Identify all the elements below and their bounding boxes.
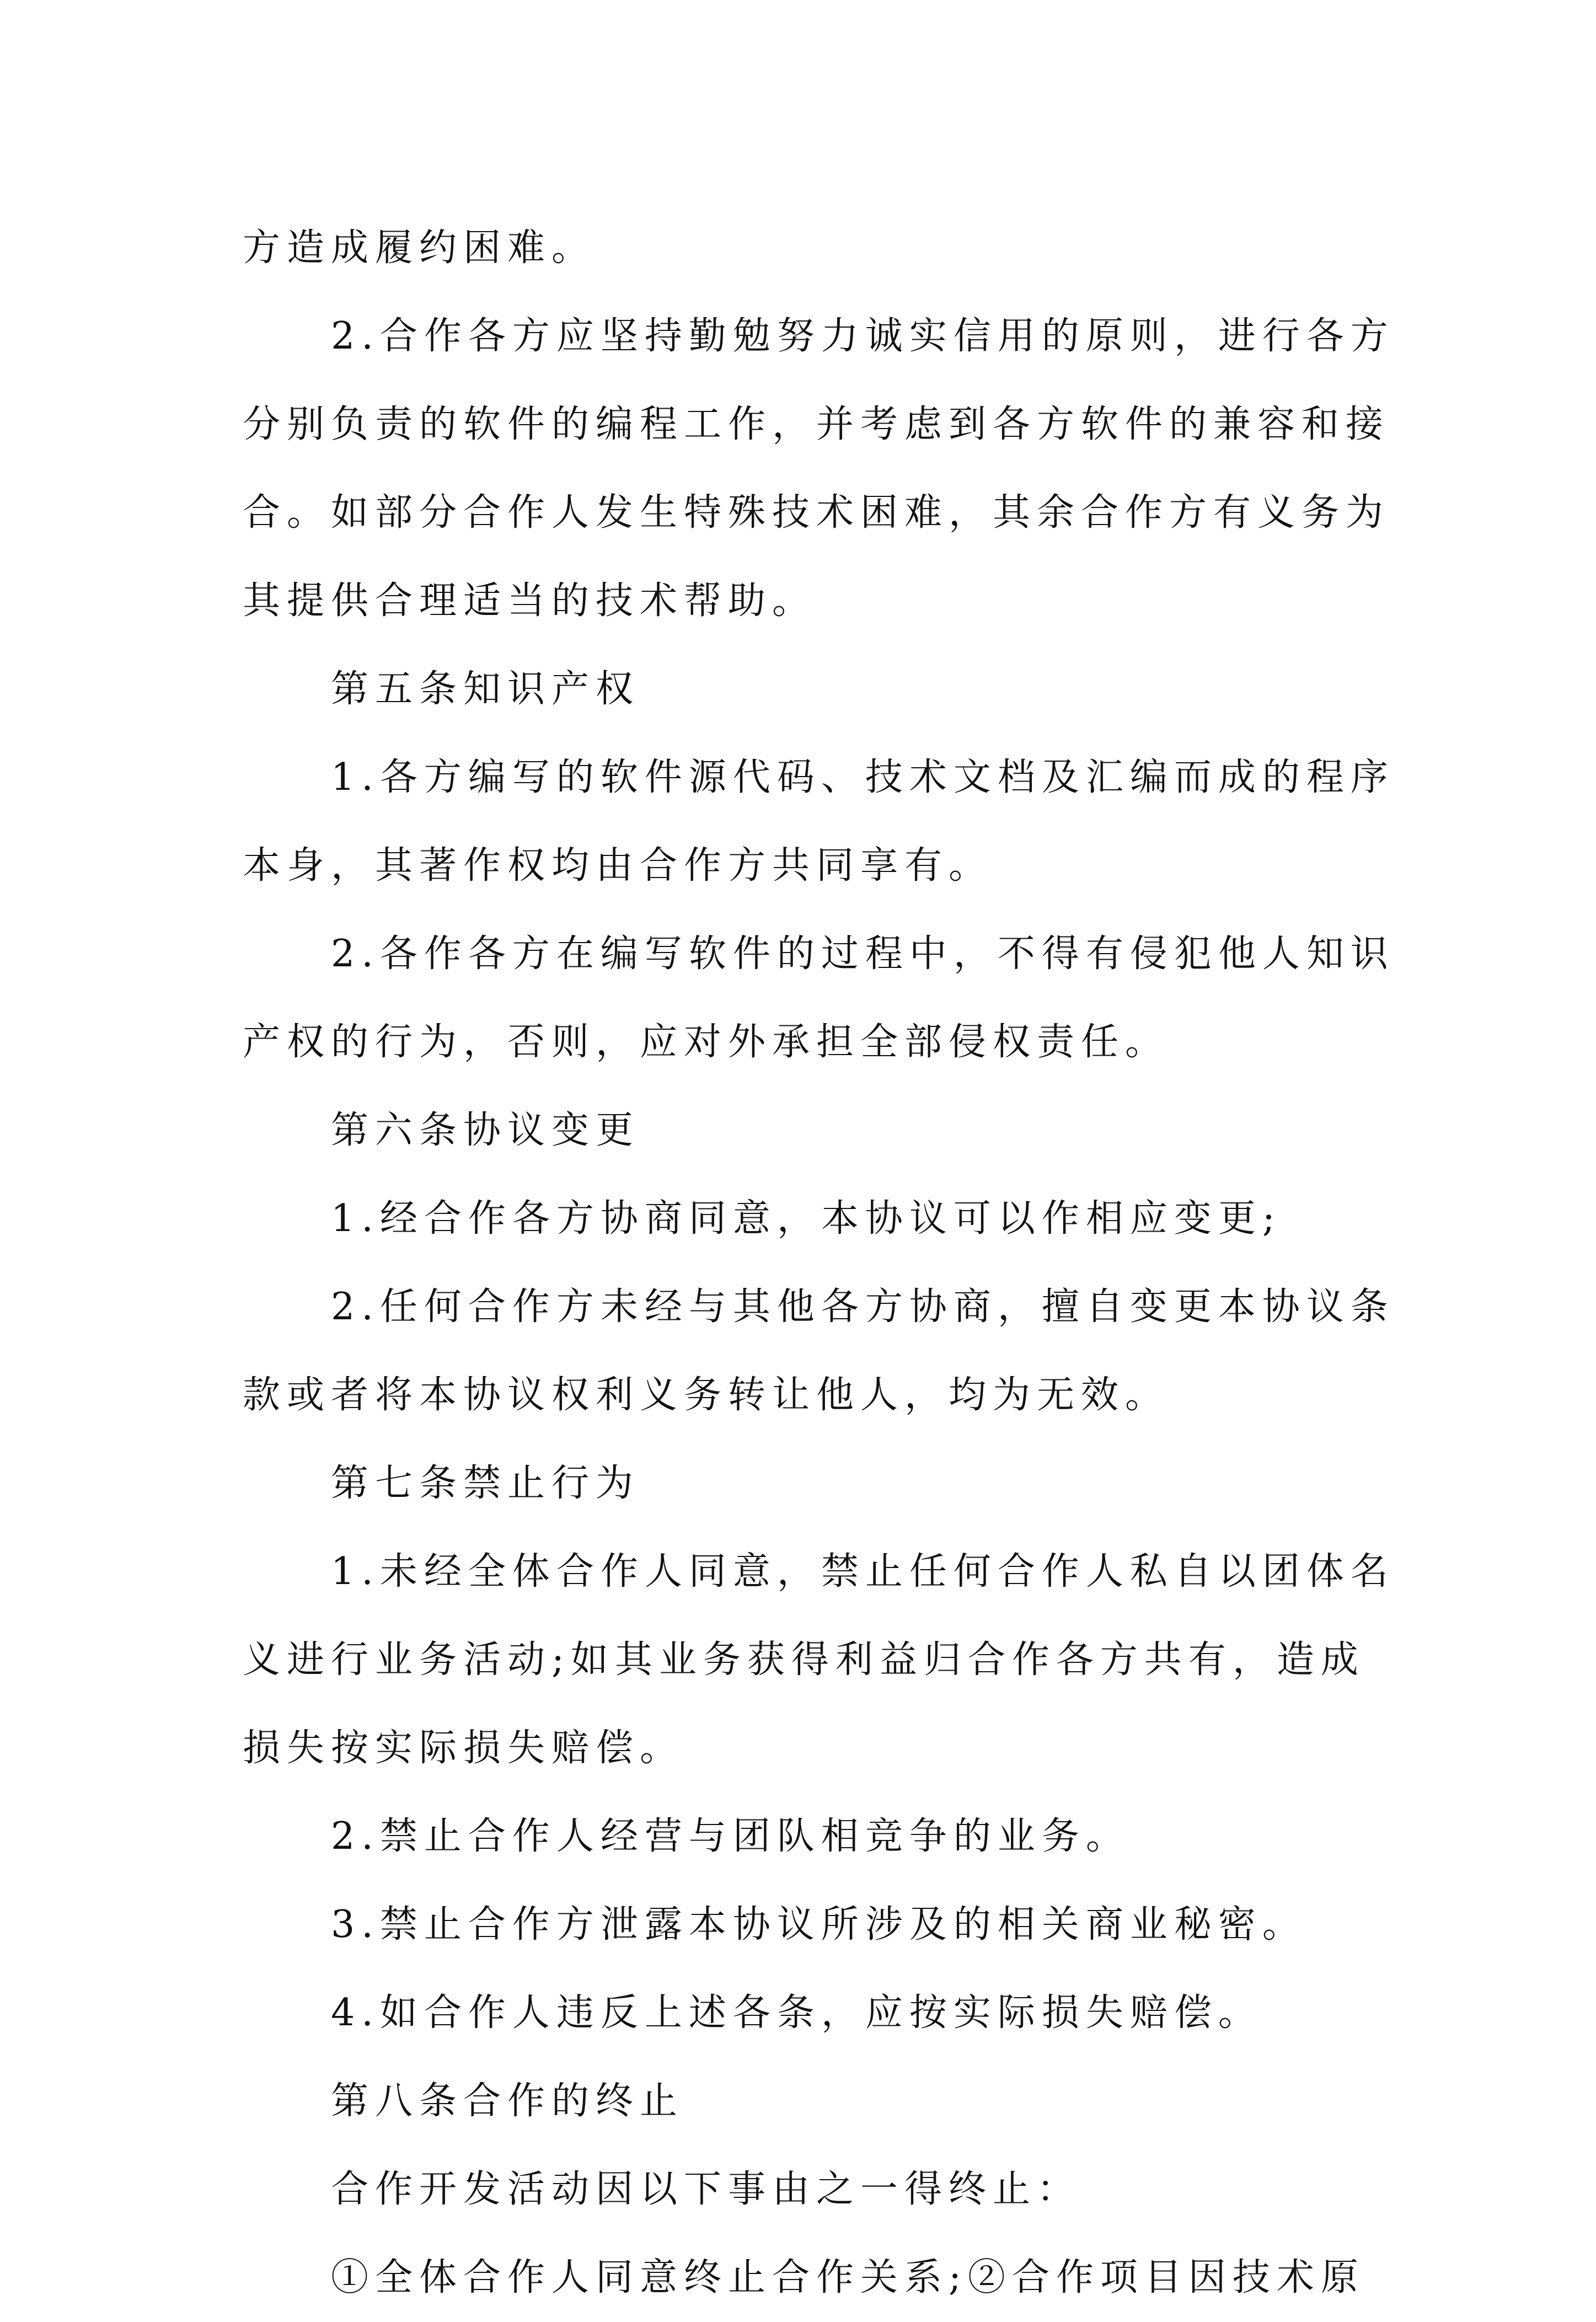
text-line: 2.合作各方应坚持勤勉努力诚实信用的原则，进行各方 bbox=[331, 314, 1395, 358]
text-line: 2.各作各方在编写软件的过程中，不得有侵犯他人知识 bbox=[331, 932, 1395, 976]
text-line: 4.如合作人违反上述各条，应按实际损失赔偿。 bbox=[331, 1991, 1262, 2035]
text-line: 2.禁止合作人经营与团队相竞争的业务。 bbox=[331, 1815, 1130, 1858]
text-line: 3.禁止合作方泄露本协议所涉及的相关商业秘密。 bbox=[331, 1903, 1306, 1946]
section-heading: 第六条协议变更 bbox=[331, 1109, 640, 1152]
text-line: 其提供合理适当的技术帮助。 bbox=[243, 579, 817, 623]
text-line: 款或者将本协议权利义务转让他人，均为无效。 bbox=[243, 1373, 1170, 1417]
text-line: ①全体合作人同意终止合作关系;②合作项目因技术原 bbox=[331, 2256, 1365, 2299]
text-line: 损失按实际损失赔偿。 bbox=[243, 1726, 684, 1770]
text-line: 本身，其著作权均由合作方共同享有。 bbox=[243, 844, 993, 887]
section-heading: 第五条知识产权 bbox=[331, 667, 640, 711]
section-heading: 第七条禁止行为 bbox=[331, 1462, 640, 1505]
text-line: 2.任何合作方未经与其他各方协商，擅自变更本协议条 bbox=[331, 1285, 1395, 1329]
section-heading: 第八条合作的终止 bbox=[331, 2079, 684, 2123]
text-line: 1.各方编写的软件源代码、技术文档及汇编而成的程序 bbox=[331, 756, 1395, 799]
document-body bbox=[243, 204, 1395, 2322]
text-line: 合作开发活动因以下事由之一得终止： bbox=[331, 2168, 1081, 2211]
text-line: 义进行业务活动;如其业务获得利益归合作各方共有，造成 bbox=[243, 1638, 1365, 1682]
text-line: 1.未经全体合作人同意，禁止任何合作人私自以团体名 bbox=[331, 1550, 1395, 1593]
text-line: 方造成履约困难。 bbox=[243, 226, 596, 270]
text-line: 分别负责的软件的编程工作，并考虑到各方软件的兼容和接 bbox=[243, 403, 1390, 446]
text-line: 1.经合作各方协商同意，本协议可以作相应变更; bbox=[331, 1197, 1282, 1240]
text-line: 产权的行为，否则，应对外承担全部侵权责任。 bbox=[243, 1020, 1170, 1064]
text-line: 合。如部分合作人发生特殊技术困难，其余合作方有义务为 bbox=[243, 491, 1390, 534]
